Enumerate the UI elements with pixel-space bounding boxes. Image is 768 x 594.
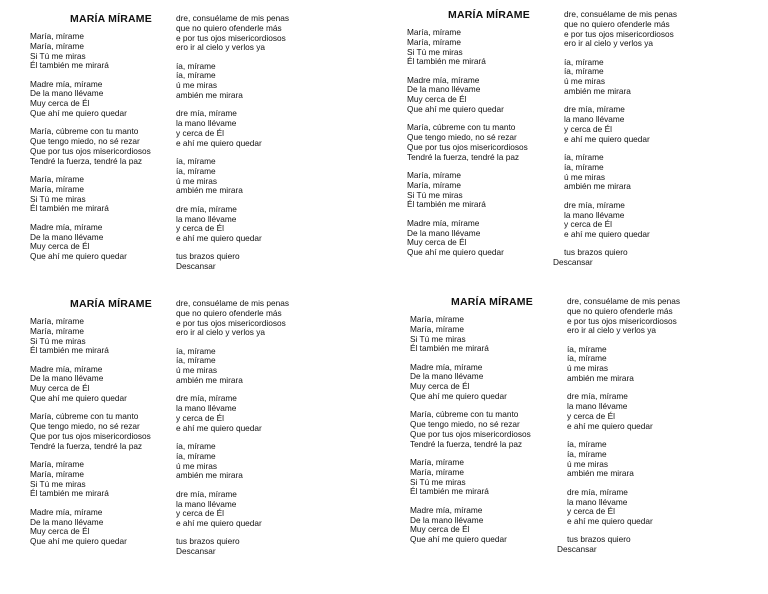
lyric-line: ú me miras [567, 363, 609, 374]
lyric-line: ambién me mirara [564, 181, 631, 192]
stanza [30, 32, 200, 71]
lyric-line: la mano llévame [176, 213, 237, 224]
lyric-line: Muy cerca de Él [30, 383, 90, 394]
lyric-line: y cerca de Él [564, 123, 612, 134]
lyric-line: De la mano llévame [410, 371, 484, 382]
stanza [567, 392, 747, 431]
lyric-line: ero ir al cielo y verlos ya [176, 42, 265, 53]
lyric-line: Descansar [176, 546, 216, 557]
lyric-line: Descansar [176, 261, 216, 272]
lyric-line: ía, mírame [567, 343, 607, 354]
stanza [30, 175, 200, 214]
lyric-line: la mano llévame [564, 114, 625, 125]
lyric-line: y cerca de Él [176, 508, 224, 519]
stanza [176, 252, 356, 272]
lyric-line: Descansar [553, 257, 593, 268]
lyric-line: Muy cerca de Él [410, 524, 470, 535]
right-column [176, 299, 356, 557]
lyric-line: Él también me mirará [30, 60, 109, 71]
stanza [176, 299, 356, 338]
stanza [30, 460, 200, 499]
lyric-line: Descansar [557, 544, 597, 555]
lyric-line: Que tengo miedo, no sé rezar [410, 419, 520, 430]
lyric-line: Que ahí me quiero quedar [30, 536, 127, 547]
lyric-line: Muy cerca de Él [410, 381, 470, 392]
stanza [564, 58, 744, 97]
lyric-line: De la mano llévame [407, 84, 481, 95]
stanza [176, 490, 356, 529]
lyric-line: Que por tus ojos misericordiosos [407, 141, 528, 152]
lyric-line: Él también me mirará [407, 199, 486, 210]
lyric-line: que no quiero ofenderle más [176, 22, 282, 33]
lyrics-copy-2 [384, 0, 768, 297]
lyric-line: Si Tú me miras [30, 50, 86, 61]
stanza [176, 537, 356, 557]
lyric-line: Madre mía, mírame [407, 217, 480, 228]
lyric-line: dre mía, mírame [564, 199, 625, 210]
lyric-line: Muy cerca de Él [30, 98, 90, 109]
lyric-line: dre, consuélame de mis penas [176, 298, 289, 308]
lyric-line: Madre mía, mírame [30, 221, 103, 232]
lyric-line: dre mía, mírame [567, 391, 628, 402]
lyric-line: Madre mía, mírame [407, 74, 480, 85]
lyric-line: ambién me mirara [176, 470, 243, 481]
right-column [553, 9, 744, 268]
lyric-line: María, mírame [30, 316, 84, 326]
lyric-line: Que ahí me quiero quedar [30, 251, 127, 262]
lyric-line: Si Tú me miras [30, 335, 86, 346]
lyric-line: María, mírame [407, 36, 461, 47]
stanza [410, 410, 580, 449]
lyric-line: ambién me mirara [176, 185, 243, 196]
stanza [407, 171, 577, 210]
lyric-line: Que por tus ojos misericordiosos [410, 428, 531, 439]
lyric-line: e ahí me quiero quedar [176, 518, 262, 529]
lyric-line: María, mírame [407, 27, 461, 37]
lyric-line: De la mano llévame [407, 227, 481, 238]
lyric-line: Si Tú me miras [410, 333, 466, 344]
lyric-line: Él también me mirará [407, 56, 486, 67]
lyric-line: De la mano llévame [30, 231, 104, 242]
lyric-line: ero ir al cielo y verlos ya [567, 325, 656, 336]
lyric-line: Si Tú me miras [407, 189, 463, 200]
stanza [567, 488, 747, 527]
lyric-line: dre, consuélame de mis penas [176, 13, 289, 23]
stanza [567, 440, 747, 479]
stanza [30, 80, 200, 119]
stanza [176, 157, 356, 196]
stanza [407, 76, 577, 115]
stanza [176, 442, 356, 481]
lyric-line: tus brazos quiero [567, 534, 631, 545]
stanza [176, 109, 356, 148]
lyric-line: ía, mírame [564, 152, 604, 163]
lyric-line: ía, mírame [564, 66, 604, 77]
lyric-line: Muy cerca de Él [30, 526, 90, 537]
lyric-line: ambién me mirara [176, 375, 243, 386]
stanza [407, 123, 577, 162]
lyric-line: ambién me mirara [176, 90, 243, 101]
lyric-line: que no quiero ofenderle más [567, 305, 673, 316]
stanza [567, 345, 747, 384]
lyric-line: ú me miras [564, 76, 606, 87]
lyric-line: dre mía, mírame [176, 488, 237, 499]
lyric-line: ero ir al cielo y verlos ya [176, 327, 265, 338]
lyric-line: e ahí me quiero quedar [176, 137, 262, 148]
lyric-line: Que ahí me quiero quedar [407, 247, 504, 258]
lyric-line: De la mano llévame [30, 88, 104, 99]
lyric-line: la mano llévame [564, 209, 625, 220]
stanza [567, 297, 747, 336]
stanza [30, 127, 200, 166]
stanza [407, 219, 577, 258]
lyric-line: María, mírame [410, 323, 464, 334]
lyric-line: María, mírame [407, 170, 461, 181]
lyric-line: María, mírame [30, 468, 84, 479]
lyrics-copy-1 [0, 0, 384, 297]
lyric-line: e por tus ojos misericordiosos [564, 28, 674, 39]
lyric-line: Muy cerca de Él [30, 241, 90, 252]
lyric-line: Que por tus ojos misericordiosos [30, 145, 151, 156]
lyric-line: Si Tú me miras [410, 476, 466, 487]
lyric-line: ía, mírame [176, 355, 216, 366]
stanza [564, 153, 744, 192]
lyric-line: María, mírame [410, 314, 464, 324]
stanza [176, 394, 356, 433]
stanza [410, 315, 580, 354]
lyric-line: ero ir al cielo y verlos ya [564, 38, 653, 49]
lyric-line: dre mía, mírame [176, 393, 237, 404]
lyric-line: Si Tú me miras [407, 46, 463, 57]
lyric-line: Que ahí me quiero quedar [410, 534, 507, 545]
lyric-line: María, mírame [30, 31, 84, 41]
song-title: MARÍA MÍRAME [448, 9, 530, 21]
lyric-line: dre, consuélame de mis penas [567, 296, 680, 306]
lyric-line: Que ahí me quiero quedar [30, 393, 127, 404]
lyric-line: Él también me mirará [30, 488, 109, 499]
lyric-line: Tendré la fuerza, tendré la paz [30, 155, 143, 166]
lyric-line: Tendré la fuerza, tendré la paz [30, 440, 143, 451]
lyric-line: e por tus ojos misericordiosos [176, 32, 286, 43]
lyric-line: y cerca de Él [176, 223, 224, 234]
lyric-line: María, cúbreme con tu manto [407, 122, 516, 133]
stanza [176, 347, 356, 386]
lyric-line: María, mírame [407, 179, 461, 190]
stanza [410, 458, 580, 497]
stanza [30, 365, 200, 404]
lyric-line: e por tus ojos misericordiosos [176, 317, 286, 328]
lyric-line: e ahí me quiero quedar [567, 516, 653, 527]
lyric-line: Él también me mirará [410, 343, 489, 354]
stanza [30, 508, 200, 547]
lyric-line: y cerca de Él [564, 219, 612, 230]
lyric-line: ú me miras [567, 458, 609, 469]
lyric-line: Madre mía, mírame [410, 504, 483, 515]
lyric-line: e por tus ojos misericordiosos [567, 315, 677, 326]
lyric-line: dre mía, mírame [567, 486, 628, 497]
lyric-line: Si Tú me miras [30, 193, 86, 204]
stanza [564, 201, 744, 240]
left-column [30, 32, 200, 262]
lyric-line: María, mírame [30, 40, 84, 51]
lyric-line: ía, mírame [176, 156, 216, 167]
lyric-line: la mano llévame [176, 118, 237, 129]
lyric-line: Tendré la fuerza, tendré la paz [407, 151, 520, 162]
lyric-line: De la mano llévame [410, 514, 484, 525]
lyric-line: que no quiero ofenderle más [176, 307, 282, 318]
stanza [557, 534, 747, 555]
lyric-line: ú me miras [176, 365, 218, 376]
lyric-line: dre mía, mírame [176, 203, 237, 214]
stanza [176, 14, 356, 53]
song-title: MARÍA MÍRAME [70, 298, 152, 310]
lyric-line: De la mano llévame [30, 516, 104, 527]
stanza [30, 317, 200, 356]
stanza [30, 223, 200, 262]
lyric-line: De la mano llévame [30, 373, 104, 384]
lyric-line: Muy cerca de Él [407, 237, 467, 248]
lyric-line: Tendré la fuerza, tendré la paz [410, 438, 523, 449]
lyric-line: ambién me mirara [567, 468, 634, 479]
lyric-line: ía, mírame [176, 345, 216, 356]
stanza [176, 205, 356, 244]
stanza [410, 506, 580, 545]
lyric-line: ía, mírame [176, 70, 216, 81]
lyric-line: María, mírame [30, 325, 84, 336]
lyric-line: ía, mírame [567, 353, 607, 364]
lyric-line: Que por tus ojos misericordiosos [30, 430, 151, 441]
lyric-line: tus brazos quiero [176, 536, 240, 547]
lyric-line: Que tengo miedo, no sé rezar [407, 132, 517, 143]
lyric-line: Madre mía, mírame [410, 361, 483, 372]
lyric-line: Madre mía, mírame [30, 506, 103, 517]
lyric-line: María, cúbreme con tu manto [410, 409, 519, 420]
lyric-line: ú me miras [564, 171, 606, 182]
lyric-line: Madre mía, mírame [30, 78, 103, 89]
lyric-line: que no quiero ofenderle más [564, 18, 670, 29]
stanza [564, 105, 744, 144]
lyric-line: ía, mírame [176, 60, 216, 71]
stanza [564, 10, 744, 49]
lyric-line: la mano llévame [176, 498, 237, 509]
lyric-line: ú me miras [176, 80, 218, 91]
lyric-line: ú me miras [176, 175, 218, 186]
lyric-line: Madre mía, mírame [30, 363, 103, 374]
lyric-line: ambién me mirara [567, 373, 634, 384]
left-column [30, 317, 200, 547]
lyric-line: ía, mírame [176, 450, 216, 461]
stanza [553, 247, 744, 268]
lyric-line: María, mírame [30, 183, 84, 194]
lyric-line: Él también me mirará [30, 203, 109, 214]
stanza [407, 28, 577, 67]
lyric-line: ía, mírame [176, 441, 216, 452]
lyric-line: María, cúbreme con tu manto [30, 411, 139, 422]
lyric-line: y cerca de Él [567, 506, 615, 517]
lyric-line: e ahí me quiero quedar [564, 229, 650, 240]
lyric-line: tus brazos quiero [176, 251, 240, 262]
lyric-line: e ahí me quiero quedar [564, 133, 650, 144]
right-column [557, 296, 747, 555]
lyric-line: e ahí me quiero quedar [567, 420, 653, 431]
lyric-line: María, mírame [30, 459, 84, 470]
left-column [410, 315, 580, 545]
lyric-line: ía, mírame [567, 448, 607, 459]
stanza [176, 62, 356, 101]
lyric-line: Él también me mirará [410, 486, 489, 497]
lyric-line: e ahí me quiero quedar [176, 422, 262, 433]
lyric-line: Muy cerca de Él [407, 94, 467, 105]
lyric-line: ía, mírame [176, 165, 216, 176]
lyric-line: Que ahí me quiero quedar [30, 108, 127, 119]
right-column [176, 14, 356, 272]
lyric-line: la mano llévame [567, 496, 628, 507]
song-title: MARÍA MÍRAME [451, 296, 533, 308]
lyric-line: María, mírame [410, 457, 464, 468]
lyric-line: Que ahí me quiero quedar [410, 391, 507, 402]
lyric-line: ambién me mirara [564, 86, 631, 97]
lyrics-copy-4 [384, 294, 768, 591]
lyric-line: Que tengo miedo, no sé rezar [30, 136, 140, 147]
lyric-line: dre mía, mírame [176, 108, 237, 119]
lyric-line: dre, consuélame de mis penas [564, 9, 677, 19]
lyric-line: Si Tú me miras [30, 478, 86, 489]
lyric-line: y cerca de Él [176, 127, 224, 138]
lyric-line: ía, mírame [564, 161, 604, 172]
lyric-line: ía, mírame [567, 439, 607, 450]
stanza [410, 363, 580, 402]
lyric-line: ú me miras [176, 460, 218, 471]
lyric-line: la mano llévame [567, 401, 628, 412]
lyric-line: María, mírame [30, 174, 84, 185]
lyric-line: y cerca de Él [176, 412, 224, 423]
lyric-line: dre mía, mírame [564, 104, 625, 115]
lyric-line: María, cúbreme con tu manto [30, 126, 139, 137]
lyric-line: tus brazos quiero [564, 247, 628, 258]
lyrics-copy-3 [0, 294, 384, 591]
lyric-line: Él también me mirará [30, 345, 109, 356]
lyric-line: María, mírame [410, 466, 464, 477]
lyric-line: Que ahí me quiero quedar [407, 104, 504, 115]
lyric-line: la mano llévame [176, 403, 237, 414]
lyric-line: y cerca de Él [567, 410, 615, 421]
lyric-line: ía, mírame [564, 56, 604, 67]
song-title: MARÍA MÍRAME [70, 13, 152, 25]
lyric-line: e ahí me quiero quedar [176, 233, 262, 244]
left-column [407, 28, 577, 258]
lyric-line: Que tengo miedo, no sé rezar [30, 421, 140, 432]
stanza [30, 412, 200, 451]
